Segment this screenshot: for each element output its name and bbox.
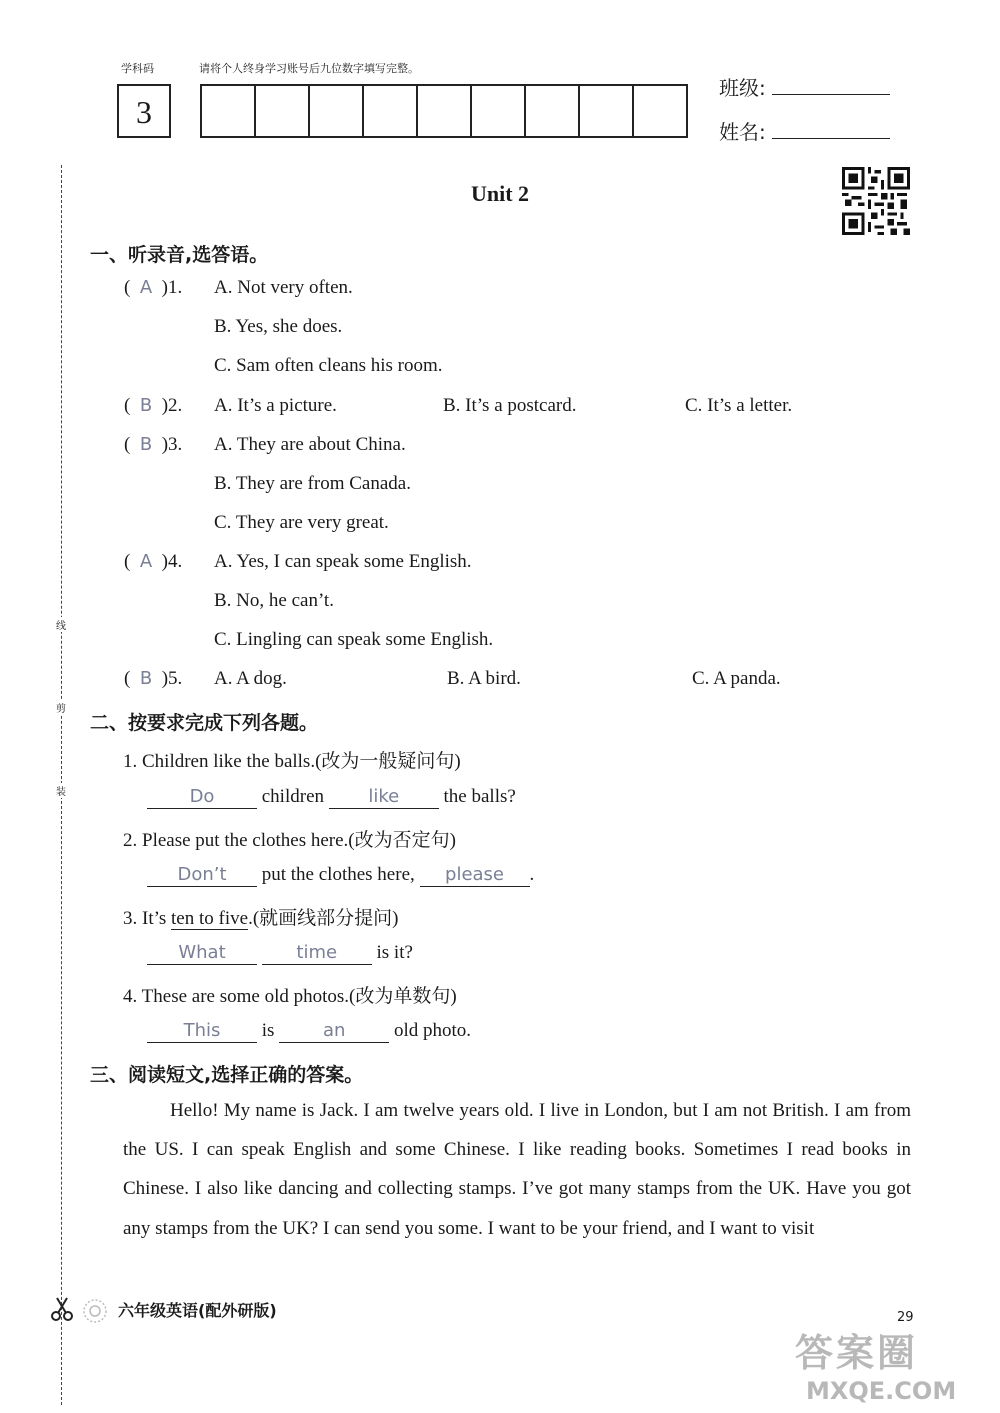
static-text: is [261, 1020, 275, 1041]
task-1-prompt: 1. Children like the balls.(改为一般疑问句) [123, 751, 461, 772]
class-field [772, 74, 890, 95]
static-text: the balls? [443, 786, 516, 807]
task-3-answer [147, 942, 413, 965]
underlined-phrase: ten to five [171, 908, 249, 929]
watermark-logo: 答案圈 [795, 1331, 919, 1375]
answer-blank: an [279, 1020, 389, 1043]
answer-blank: time [262, 942, 372, 965]
option-a: A. It’s a picture. [214, 395, 337, 416]
prompt-text: .(就画线部分提问) [248, 908, 399, 929]
class-label: 班级: [719, 76, 766, 100]
watermark-url: MXQE.COM [806, 1377, 957, 1405]
question-2: ( B )2. [124, 395, 183, 416]
digit-box [310, 86, 364, 136]
question-number: )5. [161, 668, 183, 689]
option-c: C. It’s a letter. [685, 395, 793, 416]
qr-code-icon [842, 167, 910, 235]
digit-box [256, 86, 310, 136]
digit-box [634, 86, 686, 136]
answer-blank: Do [147, 786, 257, 809]
reading-passage: Hello! My name is Jack. I am twelve years old. I live in London, but I am not British. I am from the US. I can speak English and some Chinese. I like reading books. Sometimes I read books in Chinese. I also like dancing and collecting stamps. I’ve got many stamps from the UK. Have you got any stamps from the UK? I can send you some. I want to be your friend, and I want to visit [123, 1100, 911, 1239]
question-number: )3. [161, 434, 183, 455]
answer: B [139, 395, 153, 416]
book-title: 六年级英语(配外研版) [118, 1301, 277, 1320]
answer-blank: What [147, 942, 257, 965]
section-2-heading: 二、按要求完成下列各题。 [90, 712, 319, 734]
task-2-answer [147, 864, 534, 887]
margin-line-char: 线 [53, 617, 69, 632]
digit-box [202, 86, 256, 136]
question-5: ( B )5. [124, 668, 183, 689]
answer-blank: please [420, 864, 530, 887]
account-number-boxes [200, 84, 688, 138]
option-a: A. Not very often. [214, 277, 353, 298]
question-4: ( A )4. [124, 551, 183, 572]
task-4-prompt: 4. These are some old photos.(改为单数句) [123, 986, 457, 1007]
page-title: Unit 2 [470, 181, 530, 206]
answer-blank: This [147, 1020, 257, 1043]
subject-code-box: 3 [117, 84, 171, 138]
option-a: A. They are about China. [214, 434, 406, 455]
subject-code-label: 学科码 [121, 62, 154, 75]
section-3-heading: 三、阅读短文,选择正确的答案。 [90, 1064, 364, 1086]
answer-blank: like [329, 786, 439, 809]
digit-box [418, 86, 472, 136]
margin-zhuang-char: 装 [53, 783, 69, 798]
instruction-text: 请将个人终身学习账号后九位数字填写完整。 [199, 62, 419, 75]
answer-blank: Don’t [147, 864, 257, 887]
question-number: )4. [161, 551, 183, 572]
decorative-swirl-icon [82, 1298, 116, 1324]
static-text: children [261, 786, 325, 807]
page-number: 29 [897, 1310, 914, 1325]
task-3-prompt [123, 903, 398, 930]
option-c: C. Lingling can speak some English. [214, 629, 494, 650]
question-1: ( A )1. [124, 277, 183, 298]
digit-box [364, 86, 418, 136]
answer: A [139, 551, 153, 572]
answer: B [139, 434, 153, 455]
question-number: )2. [161, 395, 183, 416]
digit-box [580, 86, 634, 136]
digit-box [526, 86, 580, 136]
name-label: 姓名: [719, 120, 766, 144]
name-field [772, 118, 890, 139]
option-b: B. No, he can’t. [214, 590, 334, 611]
static-text: old photo. [393, 1020, 471, 1041]
answer: B [139, 668, 153, 689]
option-c: C. A panda. [692, 668, 781, 689]
task-2-prompt: 2. Please put the clothes here.(改为否定句) [123, 830, 456, 851]
section-1-heading: 一、听录音,选答语。 [90, 244, 269, 266]
option-c: C. Sam often cleans his room. [214, 355, 443, 376]
static-text: put the clothes here, [261, 864, 415, 885]
question-number: )1. [161, 277, 183, 298]
margin-cut-char: 剪 [53, 700, 69, 715]
option-b: B. It’s a postcard. [443, 395, 577, 416]
option-b: B. They are from Canada. [214, 473, 411, 494]
option-a: A. Yes, I can speak some English. [214, 551, 472, 572]
answer: A [139, 277, 153, 298]
option-c: C. They are very great. [214, 512, 389, 533]
digit-box [472, 86, 526, 136]
prompt-text: 3. It’s [123, 908, 172, 929]
scissors-icon [49, 1296, 75, 1322]
option-b: B. Yes, she does. [214, 316, 343, 337]
option-b: B. A bird. [447, 668, 521, 689]
static-text: is it? [376, 942, 413, 963]
task-1-answer [147, 786, 516, 809]
task-4-answer [147, 1020, 471, 1043]
option-a: A. A dog. [214, 668, 287, 689]
static-text: . [529, 864, 535, 885]
question-3: ( B )3. [124, 434, 183, 455]
